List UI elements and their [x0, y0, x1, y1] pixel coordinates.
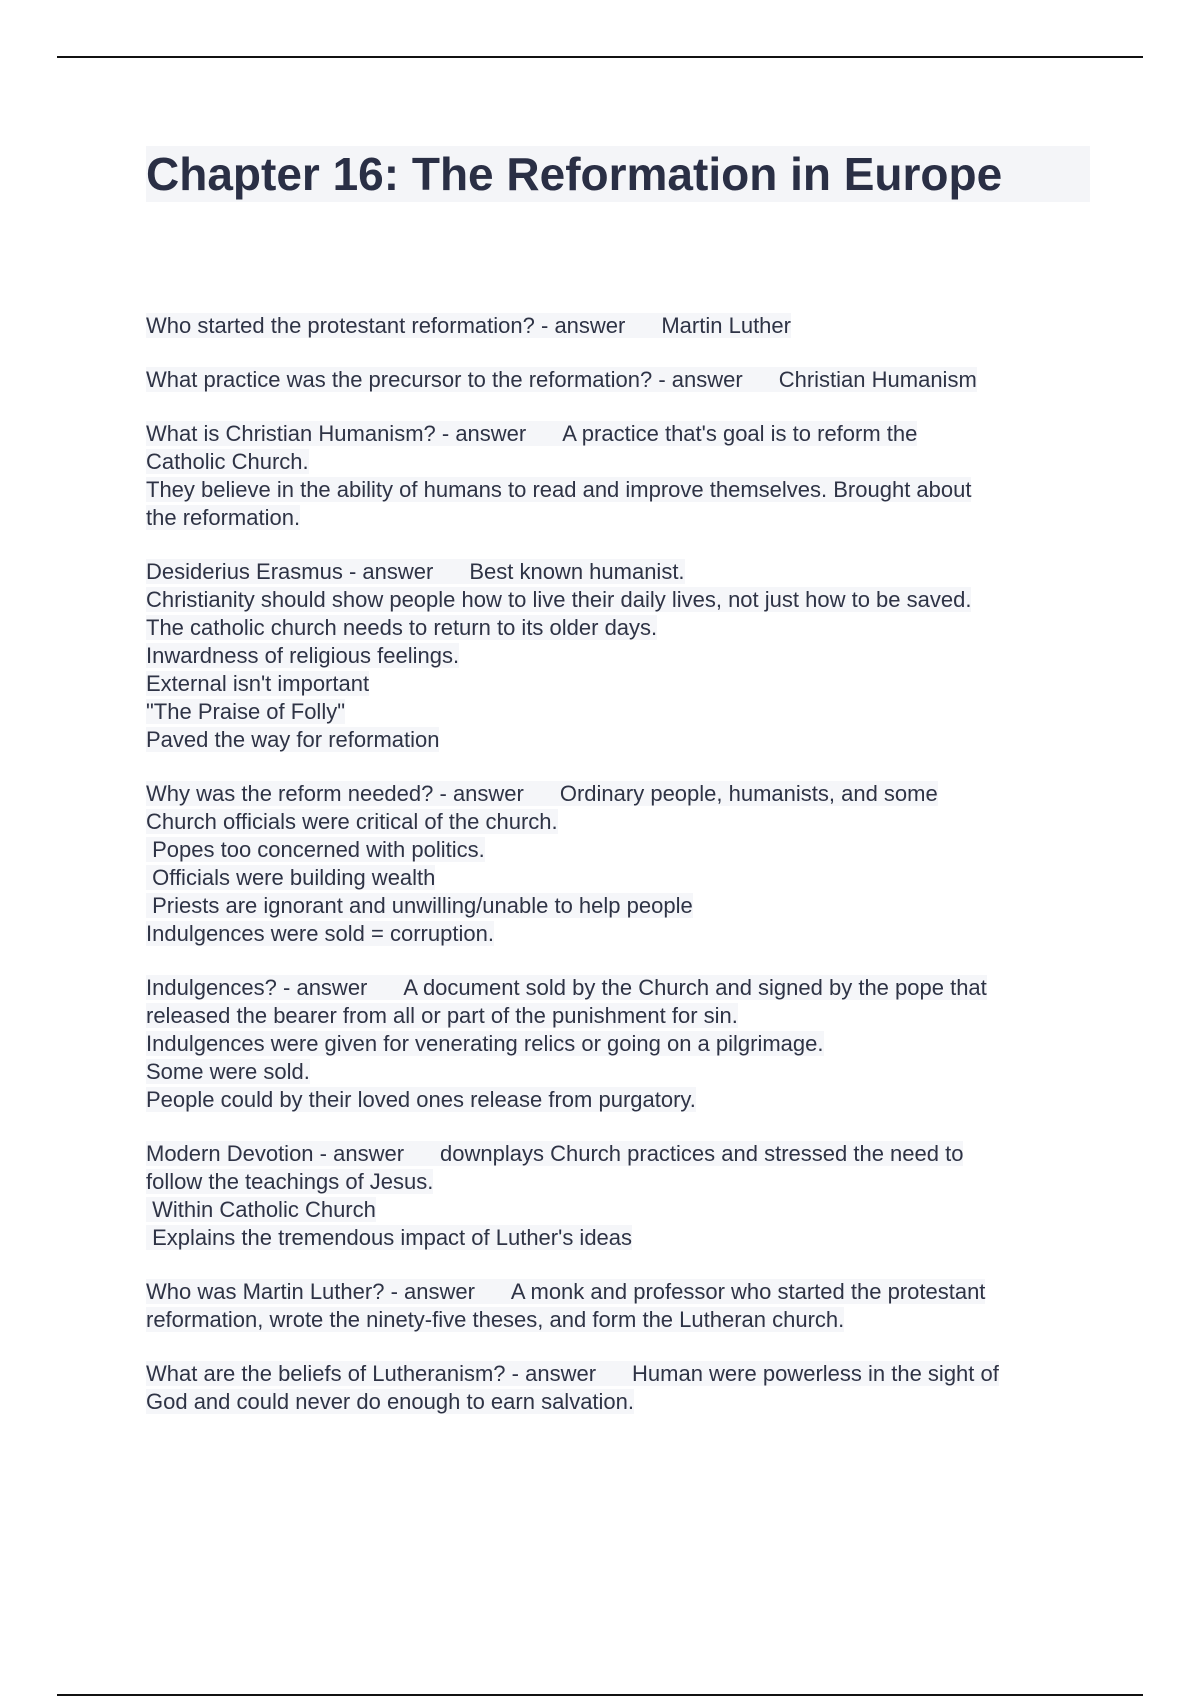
bottom-rule	[57, 1694, 1143, 1696]
question-text: Desiderius Erasmus	[146, 559, 343, 584]
answer-text: Martin Luther	[661, 313, 791, 338]
qa-first-line	[146, 974, 1096, 1002]
question-text: Why was the reform needed?	[146, 781, 434, 806]
answer-line	[146, 864, 1096, 892]
answer-line	[146, 1058, 1096, 1086]
question-text: Indulgences?	[146, 975, 277, 1000]
answer-line-text: God and could never do enough to earn salvation.	[146, 1389, 635, 1414]
answer-line	[146, 698, 1096, 726]
qa-first-line	[146, 1140, 1096, 1168]
answer-line-text: Christianity should show people how to live their daily lives, not just how to be saved.	[146, 587, 972, 612]
qa-entry	[146, 1140, 1096, 1252]
answer-line-text: Indulgences were sold = corruption.	[146, 921, 494, 946]
qa-first-line	[146, 312, 1096, 340]
answer-text: A document sold by the Church and signed by the pope that	[403, 975, 987, 1000]
answer-line	[146, 892, 1096, 920]
answer-text: Human were powerless in the sight of	[632, 1361, 999, 1386]
qa-first-line-text	[146, 1141, 963, 1166]
answer-line	[146, 586, 1096, 614]
answer-line	[146, 1388, 1096, 1416]
question-text: What are the beliefs of Lutheranism?	[146, 1361, 506, 1386]
answer-line-text: The catholic church needs to return to its older days.	[146, 615, 658, 640]
answer-line-text: Catholic Church.	[146, 449, 309, 474]
answer-line	[146, 808, 1096, 836]
answer-line-text: Explains the tremendous impact of Luther's ideas	[146, 1225, 633, 1250]
answer-line-text: Church officials were critical of the church.	[146, 809, 558, 834]
answer-separator: - answer	[441, 421, 527, 446]
answer-line	[146, 1168, 1096, 1196]
qa-first-line-text	[146, 781, 938, 806]
qa-first-line	[146, 366, 1096, 394]
answer-separator: - answer	[283, 975, 368, 1000]
qa-first-line-text	[146, 975, 987, 1000]
answer-line	[146, 1002, 1096, 1030]
answer-line-text: Within Catholic Church	[146, 1197, 376, 1222]
answer-line-text: External isn't important	[146, 671, 370, 696]
answer-line	[146, 726, 1096, 754]
answer-line	[146, 1224, 1096, 1252]
answer-line	[146, 1030, 1096, 1058]
page-title: Chapter 16: The Reformation in Europe	[146, 146, 1090, 202]
answer-line	[146, 1086, 1096, 1114]
answer-line	[146, 642, 1096, 670]
qa-first-line	[146, 780, 1096, 808]
qa-first-line-text	[146, 421, 917, 446]
answer-line-text: Popes too concerned with politics.	[146, 837, 485, 862]
answer-line-text: Inwardness of religious feelings.	[146, 643, 460, 668]
answer-line	[146, 504, 1096, 532]
answer-line	[146, 476, 1096, 504]
qa-entry	[146, 366, 1096, 394]
answer-line-text: Priests are ignorant and unwilling/unable to help people	[146, 893, 693, 918]
qa-first-line-text	[146, 1279, 985, 1304]
answer-line	[146, 1196, 1096, 1224]
answer-line-text: They believe in the ability of humans to read and improve themselves. Brought about	[146, 477, 972, 502]
qa-first-line-text	[146, 1361, 999, 1386]
answer-separator: - answer	[439, 781, 524, 806]
qa-entry	[146, 780, 1096, 948]
answer-text: Christian Humanism	[778, 367, 977, 392]
answer-line-text: Indulgences were given for venerating relics or going on a pilgrimage.	[146, 1031, 824, 1056]
answer-text: Ordinary people, humanists, and some	[559, 781, 938, 806]
qa-first-line-text	[146, 559, 685, 584]
answer-separator: - answer	[511, 1361, 597, 1386]
question-text: Modern Devotion	[146, 1141, 314, 1166]
qa-first-line	[146, 420, 1096, 448]
answer-line	[146, 670, 1096, 698]
answer-line-text: the reformation.	[146, 505, 301, 530]
answer-line	[146, 836, 1096, 864]
question-text: Who was Martin Luther?	[146, 1279, 385, 1304]
answer-separator: - answer	[658, 367, 743, 392]
question-text: What is Christian Humanism?	[146, 421, 436, 446]
question-text: What practice was the precursor to the reformation?	[146, 367, 653, 392]
qa-entry	[146, 558, 1096, 754]
answer-line-text: Officials were building wealth	[146, 865, 436, 890]
qa-list	[146, 312, 1096, 1442]
qa-entry	[146, 1360, 1096, 1416]
answer-line-text: released the bearer from all or part of the punishment for sin.	[146, 1003, 738, 1028]
qa-entry	[146, 420, 1096, 532]
question-text: Who started the protestant reformation?	[146, 313, 535, 338]
answer-separator: - answer	[348, 559, 434, 584]
answer-text: A practice that's goal is to reform the	[562, 421, 918, 446]
qa-first-line	[146, 558, 1096, 586]
qa-entry	[146, 974, 1096, 1114]
answer-line-text: Some were sold.	[146, 1059, 310, 1084]
answer-separator: - answer	[390, 1279, 475, 1304]
answer-line-text: Paved the way for reformation	[146, 727, 440, 752]
answer-text: A monk and professor who started the protestant	[510, 1279, 986, 1304]
qa-first-line	[146, 1278, 1096, 1306]
answer-text: Best known humanist.	[469, 559, 685, 584]
answer-line-text: People could by their loved ones release from purgatory.	[146, 1087, 696, 1112]
qa-first-line-text	[146, 313, 791, 338]
qa-entry	[146, 1278, 1096, 1334]
qa-entry	[146, 312, 1096, 340]
top-rule	[57, 56, 1143, 58]
answer-line	[146, 920, 1096, 948]
answer-text: downplays Church practices and stressed the need to	[440, 1141, 964, 1166]
answer-line-text: "The Praise of Folly"	[146, 699, 346, 724]
answer-line-text: follow the teachings of Jesus.	[146, 1169, 434, 1194]
qa-first-line-text	[146, 367, 977, 392]
answer-line-text: reformation, wrote the ninety-five theses, and form the Lutheran church.	[146, 1307, 845, 1332]
qa-first-line	[146, 1360, 1096, 1388]
answer-separator: - answer	[541, 313, 626, 338]
answer-separator: - answer	[319, 1141, 405, 1166]
answer-line	[146, 448, 1096, 476]
answer-line	[146, 614, 1096, 642]
answer-line	[146, 1306, 1096, 1334]
